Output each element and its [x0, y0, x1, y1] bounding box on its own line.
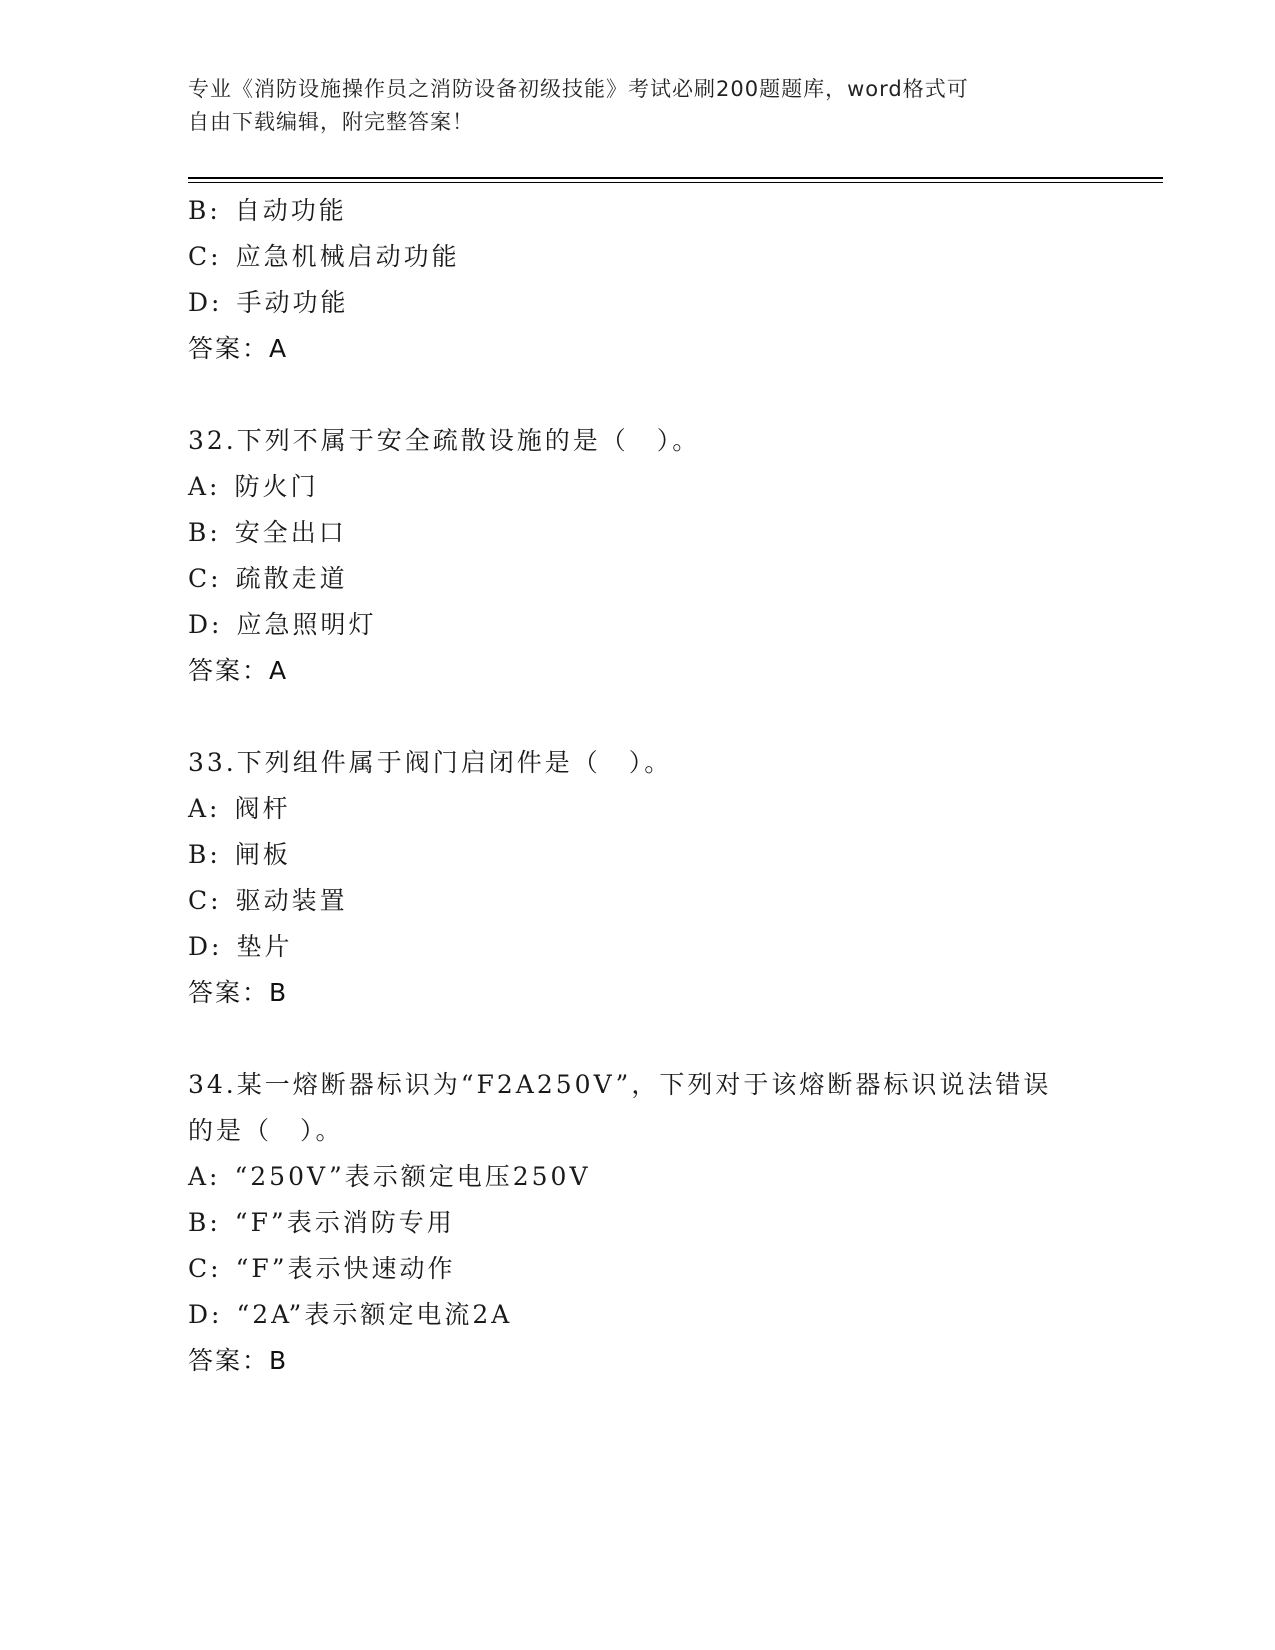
option-c	[188, 556, 1148, 602]
option-text: 应急照明灯	[236, 610, 377, 639]
option-key: C:	[188, 242, 222, 271]
option-key: D:	[188, 288, 223, 317]
spacer	[188, 372, 1148, 418]
option-a	[188, 786, 1148, 832]
option-text: “250V”表示额定电压250V	[234, 1162, 591, 1191]
option-text: “F”表示快速动作	[235, 1254, 456, 1283]
answer-line: 答案：A	[188, 334, 289, 363]
question-stem: 32.下列不属于安全疏散设施的是（ ）。	[188, 426, 701, 455]
document-header	[188, 73, 1088, 139]
option-b	[188, 1200, 1148, 1246]
option-key: A:	[188, 472, 221, 501]
option-c	[188, 1246, 1148, 1292]
option-b	[188, 510, 1148, 556]
option-text: 阀杆	[234, 794, 291, 823]
question-stem-line-2: 的是（ ）。	[188, 1116, 344, 1145]
option-key: B:	[188, 196, 221, 225]
spacer	[188, 1016, 1148, 1062]
option-a	[188, 464, 1148, 510]
option-text: 手动功能	[236, 288, 349, 317]
option-b	[188, 832, 1148, 878]
question-32	[188, 418, 1148, 694]
option-c	[188, 878, 1148, 924]
option-b	[188, 188, 1148, 234]
question-stem-line-1: 34.某一熔断器标识为“F2A250V”，下列对于该熔断器标识说法错误	[188, 1070, 1052, 1099]
option-text: 防火门	[234, 472, 319, 501]
option-text: 自动功能	[234, 196, 347, 225]
spacer	[188, 694, 1148, 740]
header-line-1: 专业《消防设施操作员之消防设备初级技能》考试必刷200题题库，word格式可	[188, 77, 969, 101]
option-key: A:	[188, 1162, 221, 1191]
option-text: 疏散走道	[235, 564, 348, 593]
answer-line: 答案：A	[188, 656, 289, 685]
option-key: D:	[188, 1300, 223, 1329]
question-31-tail	[188, 188, 1148, 372]
option-key: C:	[188, 564, 222, 593]
option-text: 垫片	[236, 932, 293, 961]
option-d	[188, 602, 1148, 648]
option-key: B:	[188, 1208, 221, 1237]
header-divider-thick	[188, 177, 1163, 179]
header-line-2: 自由下载编辑，附完整答案！	[188, 110, 474, 134]
option-text: “F”表示消防专用	[234, 1208, 455, 1237]
option-text: 驱动装置	[235, 886, 348, 915]
option-text: “2A”表示额定电流2A	[236, 1300, 513, 1329]
question-stem: 33.下列组件属于阀门启闭件是（ ）。	[188, 748, 673, 777]
option-key: B:	[188, 518, 221, 547]
option-d	[188, 924, 1148, 970]
option-text: 闸板	[234, 840, 291, 869]
option-text: 安全出口	[234, 518, 347, 547]
option-text: 应急机械启动功能	[235, 242, 460, 271]
option-key: B:	[188, 840, 221, 869]
option-key: C:	[188, 886, 222, 915]
header-divider-thin	[188, 182, 1163, 183]
question-list	[188, 188, 1148, 1384]
option-d	[188, 280, 1148, 326]
answer-line: 答案：B	[188, 1346, 289, 1375]
question-33	[188, 740, 1148, 1016]
question-34	[188, 1062, 1148, 1384]
option-a	[188, 1154, 1148, 1200]
option-key: D:	[188, 610, 223, 639]
option-c	[188, 234, 1148, 280]
option-d	[188, 1292, 1148, 1338]
option-key: D:	[188, 932, 223, 961]
answer-line: 答案：B	[188, 978, 289, 1007]
option-key: C:	[188, 1254, 222, 1283]
option-key: A:	[188, 794, 221, 823]
